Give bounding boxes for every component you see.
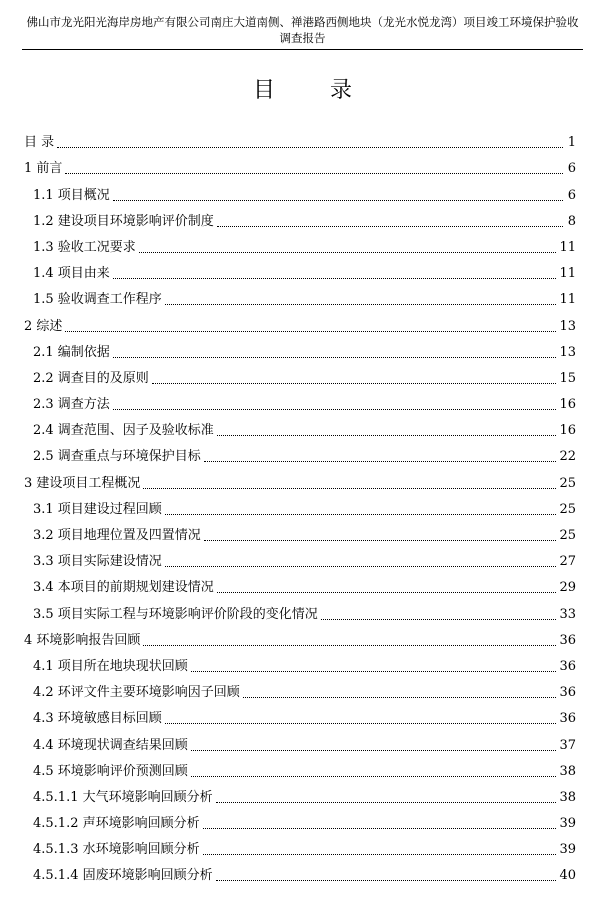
toc-entry[interactable]: [24, 728, 576, 754]
toc-entry[interactable]: [24, 624, 576, 650]
toc-dot-leader: [217, 226, 563, 227]
toc-entry-label: 3.4 本项目的前期规划建设情况: [33, 580, 214, 596]
running-header: 佛山市龙光阳光海岸房地产有限公司南庄大道南侧、禅港路西侧地块（龙光水悦龙湾）项目竣工环境保护验收调查报告: [26, 15, 579, 45]
toc-dot-leader: [113, 409, 557, 410]
toc-dot-leader: [165, 566, 557, 567]
toc-dot-leader: [165, 304, 557, 305]
toc-entry[interactable]: [24, 178, 576, 204]
toc-entry[interactable]: [24, 414, 576, 440]
toc-dot-leader: [216, 880, 557, 881]
toc-entry[interactable]: [24, 126, 576, 152]
toc-dot-leader: [165, 514, 557, 515]
toc-entry-page: 39: [559, 816, 576, 832]
toc-entry[interactable]: [24, 676, 576, 702]
toc-entry-page: 6: [567, 161, 576, 177]
toc-entry-page: 38: [559, 763, 576, 779]
toc-entry-page: 11: [559, 292, 576, 308]
toc-dot-leader: [216, 802, 557, 803]
toc-entry[interactable]: [24, 650, 576, 676]
toc-entry-page: 40: [559, 868, 576, 884]
toc-entry-label: 3.1 项目建设过程回顾: [33, 501, 162, 517]
toc-entry-label: 4.5.1.4 固废环境影响回顾分析: [33, 868, 213, 884]
toc-dot-leader: [113, 357, 557, 358]
toc-entry-page: 37: [559, 737, 576, 753]
toc-entry-label: 1.1 项目概况: [33, 187, 110, 203]
toc-entry-page: 11: [559, 266, 576, 282]
toc-entry-label: 4.3 环境敏感目标回顾: [33, 711, 162, 727]
toc-entry[interactable]: [24, 388, 576, 414]
toc-dot-leader: [113, 200, 563, 201]
toc-entry-page: 25: [559, 501, 576, 517]
toc-entry[interactable]: [24, 309, 576, 335]
toc-entry[interactable]: [24, 781, 576, 807]
toc-entry-label: 4 环境影响报告回顾: [24, 632, 141, 648]
toc-dot-leader: [203, 854, 557, 855]
toc-entry-label: 3 建设项目工程概况: [24, 475, 141, 491]
toc-entry[interactable]: [24, 466, 576, 492]
toc-entry[interactable]: [24, 597, 576, 623]
toc-entry-label: 2.5 调查重点与环境保护目标: [33, 449, 201, 465]
toc-entry-label: 目 录: [24, 135, 55, 151]
toc-entry[interactable]: [24, 493, 576, 519]
toc-entry-page: 36: [559, 632, 576, 648]
toc-entry-page: 39: [559, 842, 576, 858]
toc-dot-leader: [65, 331, 556, 332]
toc-entry-page: 38: [559, 789, 576, 805]
toc-entry-page: 36: [559, 658, 576, 674]
page-title: 目 录: [253, 78, 376, 103]
header-divider: [22, 49, 583, 50]
toc-entry[interactable]: [24, 152, 576, 178]
toc-entry[interactable]: [24, 545, 576, 571]
toc-entry-page: 22: [559, 449, 576, 465]
toc-dot-leader: [321, 619, 557, 620]
toc-entry-label: 1.5 验收调查工作程序: [33, 292, 162, 308]
toc-entry-page: 11: [559, 239, 576, 255]
toc-entry-page: 6: [567, 187, 576, 203]
toc-entry-page: 13: [559, 344, 576, 360]
toc-entry[interactable]: [24, 702, 576, 728]
toc-entry-label: 2 综述: [24, 318, 63, 334]
toc-entry-label: 3.3 项目实际建设情况: [33, 554, 162, 570]
table-of-contents: [24, 126, 576, 885]
toc-entry-label: 4.4 环境现状调查结果回顾: [33, 737, 188, 753]
toc-entry[interactable]: [24, 362, 576, 388]
toc-entry-label: 4.5 环境影响评价预测回顾: [33, 763, 188, 779]
toc-dot-leader: [57, 147, 563, 148]
toc-entry-page: 1: [567, 135, 576, 151]
toc-entry-page: 8: [567, 213, 576, 229]
toc-entry-label: 2.2 调查目的及原则: [33, 370, 149, 386]
toc-dot-leader: [191, 750, 557, 751]
toc-dot-leader: [139, 252, 557, 253]
toc-entry[interactable]: [24, 755, 576, 781]
toc-entry-label: 2.4 调查范围、因子及验收标准: [33, 423, 214, 439]
toc-entry-label: 1.4 项目由来: [33, 266, 110, 282]
toc-entry-page: 13: [559, 318, 576, 334]
toc-entry[interactable]: [24, 205, 576, 231]
toc-entry[interactable]: [24, 519, 576, 545]
toc-entry-page: 36: [559, 711, 576, 727]
toc-dot-leader: [143, 488, 556, 489]
toc-entry-label: 1 前言: [24, 161, 63, 177]
toc-entry-page: 16: [559, 423, 576, 439]
toc-entry[interactable]: [24, 257, 576, 283]
toc-entry-label: 4.1 项目所在地块现状回顾: [33, 658, 188, 674]
toc-dot-leader: [243, 697, 557, 698]
toc-entry-page: 25: [559, 528, 576, 543]
toc-entry[interactable]: [24, 231, 576, 257]
toc-dot-leader: [113, 278, 557, 279]
toc-entry-page: 25: [559, 475, 576, 491]
toc-entry-label: 3.2 项目地理位置及四置情况: [33, 528, 201, 543]
toc-entry[interactable]: [24, 571, 576, 597]
toc-dot-leader: [191, 776, 557, 777]
toc-entry-label: 1.3 验收工况要求: [33, 239, 136, 255]
toc-dot-leader: [203, 828, 557, 829]
toc-entry-label: 4.5.1.3 水环境影响回顾分析: [33, 842, 200, 858]
toc-dot-leader: [217, 435, 557, 436]
toc-entry-label: 2.3 调查方法: [33, 397, 110, 413]
toc-entry[interactable]: [24, 283, 576, 309]
toc-entry-page: 29: [559, 580, 576, 596]
toc-dot-leader: [217, 592, 557, 593]
toc-dot-leader: [204, 540, 557, 541]
toc-entry-page: 27: [559, 554, 576, 570]
toc-entry-page: 16: [559, 397, 576, 413]
toc-entry-label: 4.5.1.2 声环境影响回顾分析: [33, 816, 200, 832]
toc-entry-page: 33: [559, 606, 576, 622]
toc-dot-leader: [165, 723, 557, 724]
toc-entry-label: 3.5 项目实际工程与环境影响评价阶段的变化情况: [33, 606, 318, 622]
toc-dot-leader: [204, 461, 557, 462]
toc-dot-leader: [191, 671, 557, 672]
toc-entry-label: 4.5.1.1 大气环境影响回顾分析: [33, 789, 213, 805]
toc-entry[interactable]: [24, 833, 576, 859]
toc-entry-page: 36: [559, 685, 576, 701]
toc-entry-label: 1.2 建设项目环境影响评价制度: [33, 213, 214, 229]
toc-entry[interactable]: [24, 440, 576, 466]
toc-entry[interactable]: [24, 859, 576, 885]
toc-dot-leader: [143, 645, 556, 646]
toc-entry-label: 2.1 编制依据: [33, 344, 110, 360]
toc-dot-leader: [152, 383, 557, 384]
toc-entry[interactable]: [24, 807, 576, 833]
toc-entry[interactable]: [24, 336, 576, 362]
toc-entry-label: 4.2 环评文件主要环境影响因子回顾: [33, 685, 240, 701]
toc-dot-leader: [65, 173, 563, 174]
toc-entry-page: 15: [559, 370, 576, 386]
